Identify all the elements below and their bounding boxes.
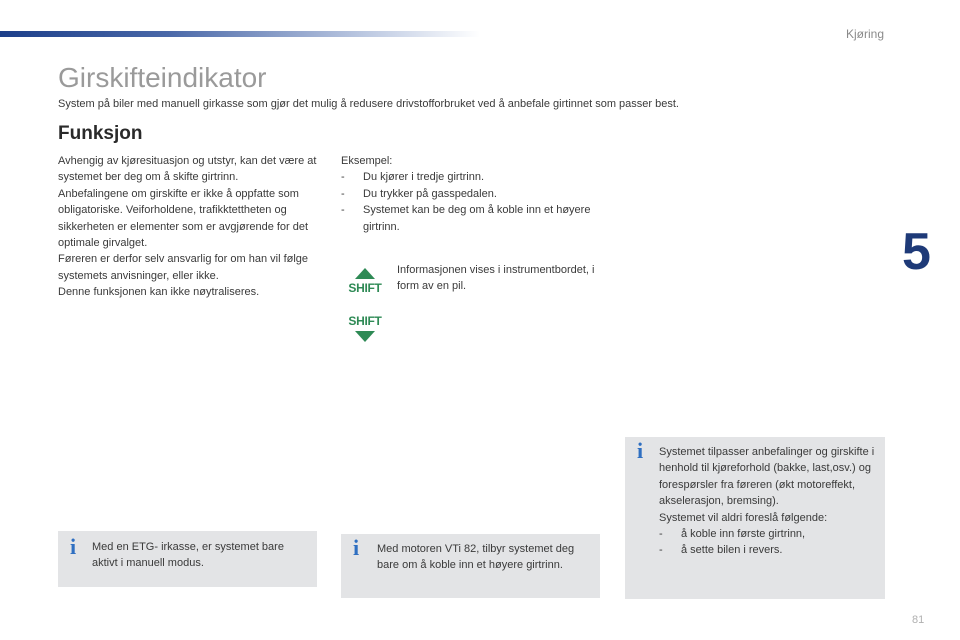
note-adaptive-text: Systemet tilpasser anbefalinger og girskifte i henhold til kjøreforhold (bakke, last,osv.) og forespørsler fra føreren (økt motoreffekt, akselerasjon, bremsing).: [659, 446, 875, 508]
example-step: - Du kjører i tredje girtrinn.: [341, 169, 603, 185]
description-paragraph: Avhengig av kjøresituasjon og utstyr, kan det være at systemet ber deg om å skifte girtrinn.: [58, 155, 317, 184]
note-vti-text: Med motoren VTi 82, tilbyr systemet deg bare om å koble inn et høyere girtrinn.: [377, 543, 575, 572]
shift-up-arrow-icon: [347, 268, 383, 295]
info-icon: i: [637, 438, 644, 463]
example-steps: [341, 169, 603, 235]
description-paragraph: Føreren er derfor selv ansvarlig for om han vil følge systemets anvisninger, eller ikke.: [58, 253, 309, 282]
note-vti: [341, 534, 600, 598]
arrow-down-icon: [355, 331, 375, 342]
info-icon: i: [70, 534, 77, 559]
description-paragraph: Anbefalingene om girskifte er ikke å oppfatte som obligatoriske. Veiforholdene, trafikktettheten og sikkerheten er elementer som er avgjørende for det optimale girvalget.: [58, 187, 309, 250]
description-paragraph: Denne funksjonen kan ikke nøytraliseres.: [58, 286, 260, 299]
section-heading: Funksjon: [58, 123, 143, 144]
example-label: Eksempel:: [341, 155, 393, 167]
page-number: 81: [912, 614, 925, 626]
arrow-up-icon: [355, 268, 375, 279]
example-step: - Systemet kan be deg om å koble inn et høyere girtrinn.: [341, 202, 603, 235]
header-color-bar: [0, 31, 480, 37]
shift-up-label: SHIFT: [348, 281, 382, 295]
shift-down-arrow-icon: [347, 314, 383, 342]
note-etg-text: Med en ETG- irkasse, er systemet bare aktivt i manuell modus.: [92, 541, 284, 570]
note-adaptive-item: - å koble inn første girtrinn,: [659, 526, 877, 542]
page-title: Girskifteindikator: [58, 62, 267, 93]
chapter-number: 5: [902, 223, 931, 281]
description-column: [58, 153, 320, 301]
example-step: - Du trykker på gasspedalen.: [341, 186, 603, 202]
display-info-text: Informasjonen vises i instrumentbordet, i form av en pil.: [397, 264, 595, 293]
section-name: Kjøring: [845, 27, 884, 41]
note-adaptive-list: [659, 526, 877, 559]
example-column: [341, 153, 603, 235]
info-icon: i: [353, 535, 360, 560]
note-adaptive-item: - å sette bilen i revers.: [659, 542, 877, 558]
shift-down-label: SHIFT: [348, 314, 382, 328]
note-adaptive-text: Systemet vil aldri foreslå følgende:: [659, 511, 828, 524]
note-adaptive: [625, 437, 885, 599]
shift-indicator-illustration: [340, 268, 390, 348]
intro-text: System på biler med manuell girkasse som gjør det mulig å redusere drivstofforbruket ved å anbefale girtinnet som passer best.: [58, 98, 679, 110]
note-etg: [58, 531, 317, 587]
